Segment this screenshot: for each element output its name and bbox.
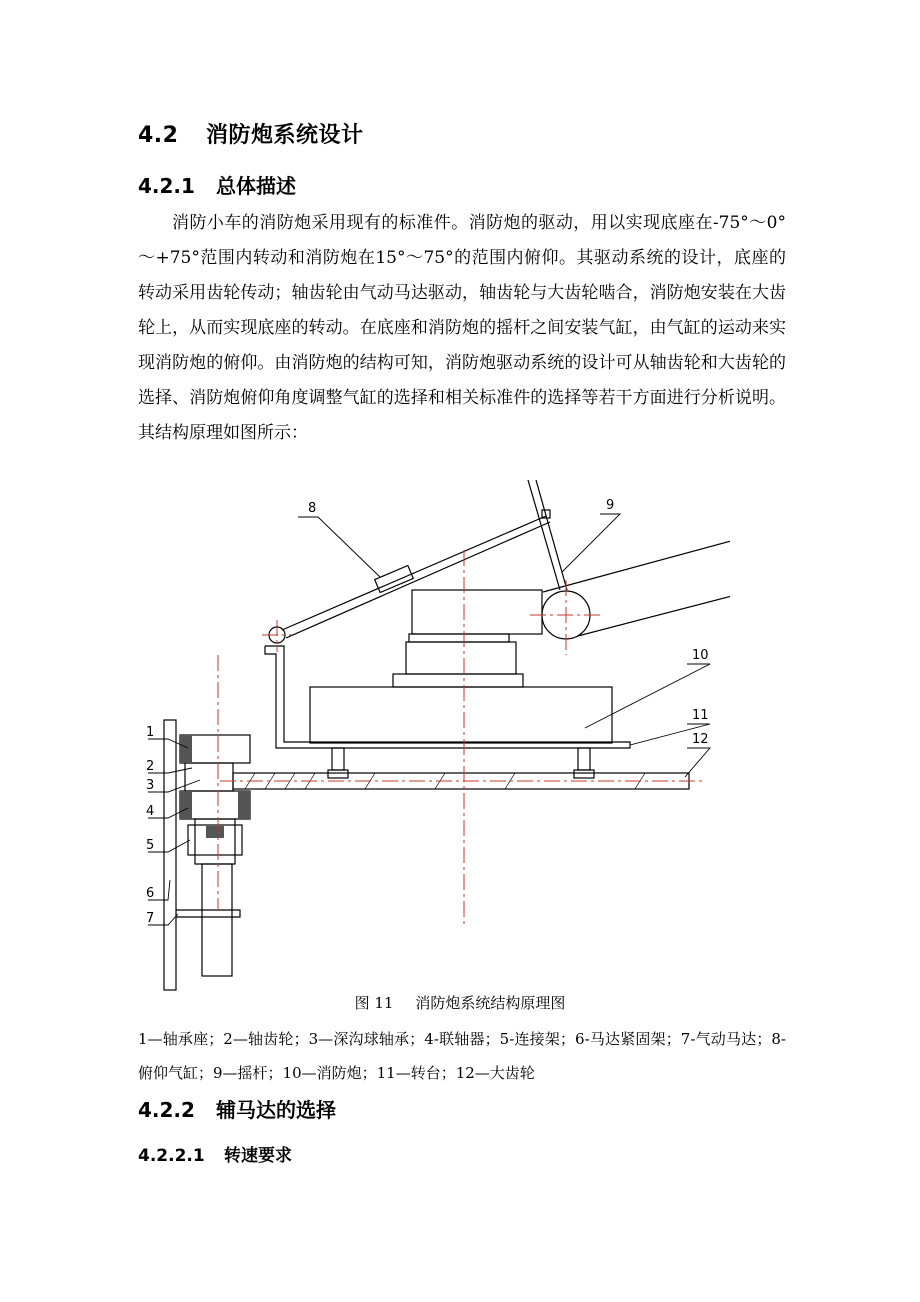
section-title: 消防炮系统设计 (206, 123, 364, 148)
cannon-base-step (393, 674, 523, 687)
body-paragraph: 消防小车的消防炮采用现有的标准件。消防炮的驱动，用以实现底座在-75°～0°～+75°范围内转动和消防炮在15°～75°的范围内俯仰。其驱动系统的设计，底座的转动采用齿轮传动；轴齿轮由气动马达驱动，轴齿轮与大齿轮啮合，消防炮安装在大齿轮上，从而实现底座的转动。在底座和消防炮的摇杆之间安装气缸，由气缸的运动来实现消防炮的俯仰。由消防炮的结构可知，消防炮驱动系统的设计可从轴齿轮和大齿轮的选择、消防炮俯仰角度调整气缸的选择和相关标准件的选择等若干方面进行分析说明。其结构原理如图所示： (138, 213, 786, 443)
callout-1: 1 (146, 725, 155, 740)
subsection-number: 4.2.2 (138, 1098, 195, 1122)
callout-11: 11 (692, 708, 709, 723)
leader-8 (298, 517, 380, 577)
leader-9 (562, 514, 620, 572)
leader-3 (148, 780, 200, 792)
figure-caption (0, 992, 920, 1013)
subsection-title: 总体描述 (216, 174, 296, 198)
callout-5: 5 (146, 838, 155, 853)
section-heading (138, 118, 364, 149)
figure-number: 图 11 (354, 994, 394, 1012)
support-left (332, 748, 344, 770)
cannon-base-column (406, 642, 516, 674)
support-foot-left (328, 770, 348, 778)
subsection-number: 4.2.1 (138, 174, 195, 198)
leader-5 (148, 840, 190, 852)
structure-diagram (130, 480, 730, 995)
rocker-line-b (536, 480, 567, 590)
figure-title: 消防炮系统结构原理图 (415, 994, 566, 1012)
callout-12: 12 (692, 732, 709, 747)
callout-10: 10 (692, 648, 709, 663)
callout-6: 6 (146, 886, 155, 901)
subsubsection-title: 转速要求 (224, 1146, 292, 1166)
barrel-bottom-edge (578, 585, 730, 636)
section-number: 4.2 (138, 123, 179, 148)
subsection-heading-overview (138, 170, 296, 199)
cylinder-rod-bottom (286, 522, 550, 638)
barrel-top-edge (543, 532, 730, 592)
seat-hatch-right-bottom (238, 791, 250, 819)
callout-4: 4 (146, 804, 155, 819)
cannon-head-block (412, 590, 542, 634)
seat-hatch-left-bottom (180, 791, 192, 819)
support-foot-right (574, 770, 594, 778)
subsection-title: 辅马达的选择 (216, 1098, 336, 1122)
subsubsection-number: 4.2.2.1 (138, 1146, 205, 1166)
pinion-gear (185, 763, 233, 791)
callout-2: 2 (146, 759, 155, 774)
cannon-base-ring (409, 634, 509, 642)
callout-3: 3 (146, 778, 155, 793)
callout-9: 9 (606, 498, 615, 513)
cannon-base-body (310, 687, 612, 743)
subsection-heading-motor (138, 1094, 336, 1123)
coupling-hatch (206, 826, 224, 838)
cylinder-rod-top (282, 516, 546, 630)
air-motor (202, 864, 232, 976)
figure-legend: 1—轴承座；2—轴齿轮；3—深沟球轴承；4-联轴器；5-连接架；6-马达紧固架；7-气动马达；8-俯仰气缸；9—摇杆；10—消防炮；11—转台；12—大齿轮 (138, 1030, 786, 1082)
cylinder-body (375, 566, 414, 593)
motor-mount-arm (176, 910, 240, 917)
callout-7: 7 (146, 911, 155, 926)
turntable-bracket (265, 646, 630, 748)
callout-8: 8 (308, 501, 317, 516)
rocker-line-a (528, 480, 560, 590)
leader-12 (685, 748, 710, 777)
motor-fixing-frame (164, 720, 176, 990)
coupling (195, 819, 235, 864)
seat-hatch-left (180, 735, 192, 763)
subsubsection-heading (138, 1141, 292, 1166)
support-right (578, 748, 590, 770)
